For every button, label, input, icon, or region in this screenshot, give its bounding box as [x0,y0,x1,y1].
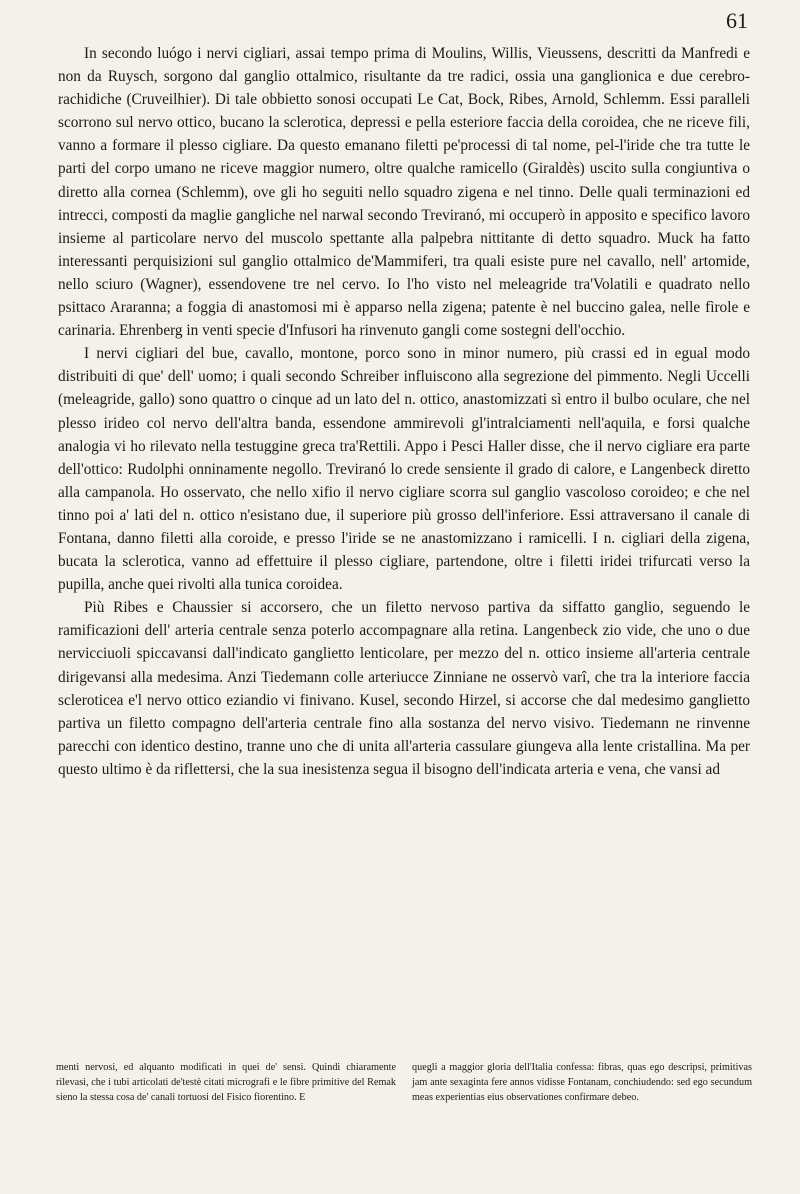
footnote-left-column: menti nervosi, ed alquanto modificati in quei de' sensi. Quindi chiaramente rilevasi, che i tubi articolati de'testè citati micrografi e le fibre primitive del Remak sieno la stessa cosa de' canali tortuosi del Fisico fiorentino. E [56,1062,396,1104]
page-number: 61 [726,8,748,33]
footnote-right-column: quegli a maggior gloria dell'Italia confessa: fibras, quas ego descripsi, primitivas jam ante sexaginta fere annos vidisse Fontanam, conchiudendo: sed ego secundum meas experientias eius observationes confirmare debeo. [412,1062,752,1104]
paragraph-ciliary-nerves-animals: I nervi cigliari del bue, cavallo, montone, porco sono in minor numero, più crassi ed in egual modo distribuiti di que' dell' uomo; i quali secondo Schreiber influiscono alla segrezione del pimmento. Negli Uccelli (meleagride, gallo) sono quattro o cinque ad un lato del n. ottico, anastomizzati sì entro il bulbo oculare, che nel plesso irideo col nervo dell'altra banda, essendone ammirevoli gl'intralciamenti nell'aquila, e forsi qualche analogia vi ho rilevato nella testuggine greca tra'Rettili. Appo i Pesci Haller disse, che il nervo cigliare era parte dell'ottico: Rudolphi onninamente negollo. Treviranó lo crede sensiente il grado di calore, e Langenbeck diretto alla campanola. Ho osservato, che nello xifio il nervo cigliare scorra sul ganglio vascoloso coroideo; e che nel tinno poi a' lati del n. ottico n'esistano due, il superiore più grosso dell'inferiore. Essi attraversano il canale di Fontana, danno filetti alla coroide, e presso l'iride se ne anastomizzano i ramicelli. I n. cigliari della zigena, bucata la sclerotica, vanno ad effettuire il plesso cigliare, partendone, oltre i filetti iridei trifurcati verso la pupilla, anche quei rivolti alla tunica coroidea. [58,345,750,594]
paragraph-ciliary-nerves: In secondo luógo i nervi cigliari, assai tempo prima di Moulins, Willis, Vieussens, descritti da Manfredi e non da Ruysch, sorgono dal ganglio ottalmico, risultante da tre radici, ossia una ganglionica e due cerebro-rachidiche (Cruveilhier). Di tale obbietto sonosi occupati Le Cat, Bock, Ribes, Arnold, Schlemm. Essi paralleli scorrono sul nervo ottico, bucano la sclerotica, depressi e pella esteriore faccia della coroidea, che ne riceve fili, vanno a formare il plesso cigliare. Da questo emanano filetti pe'processi di tal nome, pel-l'iride che tra tutte le parti del corpo umano ne riceve maggior numero, oltre qualche ramicello (Giraldès) uscito sulla congiuntiva o diretto alla cornea (Schlemm), ove gli ho seguiti nello squadro zigena e nel tinno. Delle quali terminazioni ed intrecci, composti da maglie gangliche nel narwal secondo Treviranó, mi occuperò in apposito e specifico lavoro insieme al particolare nervo del muscolo spettante alla palpebra nittitante di detto squadro. Muck ha fatto interessanti perquisizioni sul ganglio ottalmico de'Mammiferi, tra quali esiste pure nel cavallo, nell' artomide, nello sciuro (Wagner), essendovene tre nel cervo. Io l'ho visto nel meleagride tra'Volatili e quadrato nello psittaco Araranna; a foggia di anastomosi mi è apparso nella zigena; patente è nel buccino galea, nelle fìrole e carinaria. Ehrenberg in venti specie d'Infusori ha rinvenuto gangli come sostegni dell'occhio. [58,45,750,340]
main-text [58,42,750,781]
footnotes [56,1060,752,1106]
paragraph-ganglion-filament: Più Ribes e Chaussier si accorsero, che un filetto nervoso partiva da siffatto ganglio, seguendo le ramificazioni dell' arteria centrale senza poterlo accompagnare alla retina. Langenbeck zio vide, che uno o due nervicciuoli spiccavansi dall'indicato ganglietto lenticolare, per mezzo del n. ottico insieme all'arteria centrale dirigevansi alla medesima. Anzi Tiedemann colle arteriucce Zinniane ne osservò varî, che tra la interiore faccia scleroticea e'l nervo ottico eziandio vi finivano. Kusel, secondo Hirzel, si accorse che dal medesimo ganglietto partiva un filetto compagno dell'arteria centrale fino alla sostanza del nervo visivo. Tiedemann ne rinvenne parecchi con identico destino, tranne uno che di unita all'arteria cassulare giungeva alla lente cristallina. Ma per questo ultimo è da riflettersi, che la sua inesistenza segua il bisogno dell'indicata arteria e vena, che vansi ad [58,599,750,778]
